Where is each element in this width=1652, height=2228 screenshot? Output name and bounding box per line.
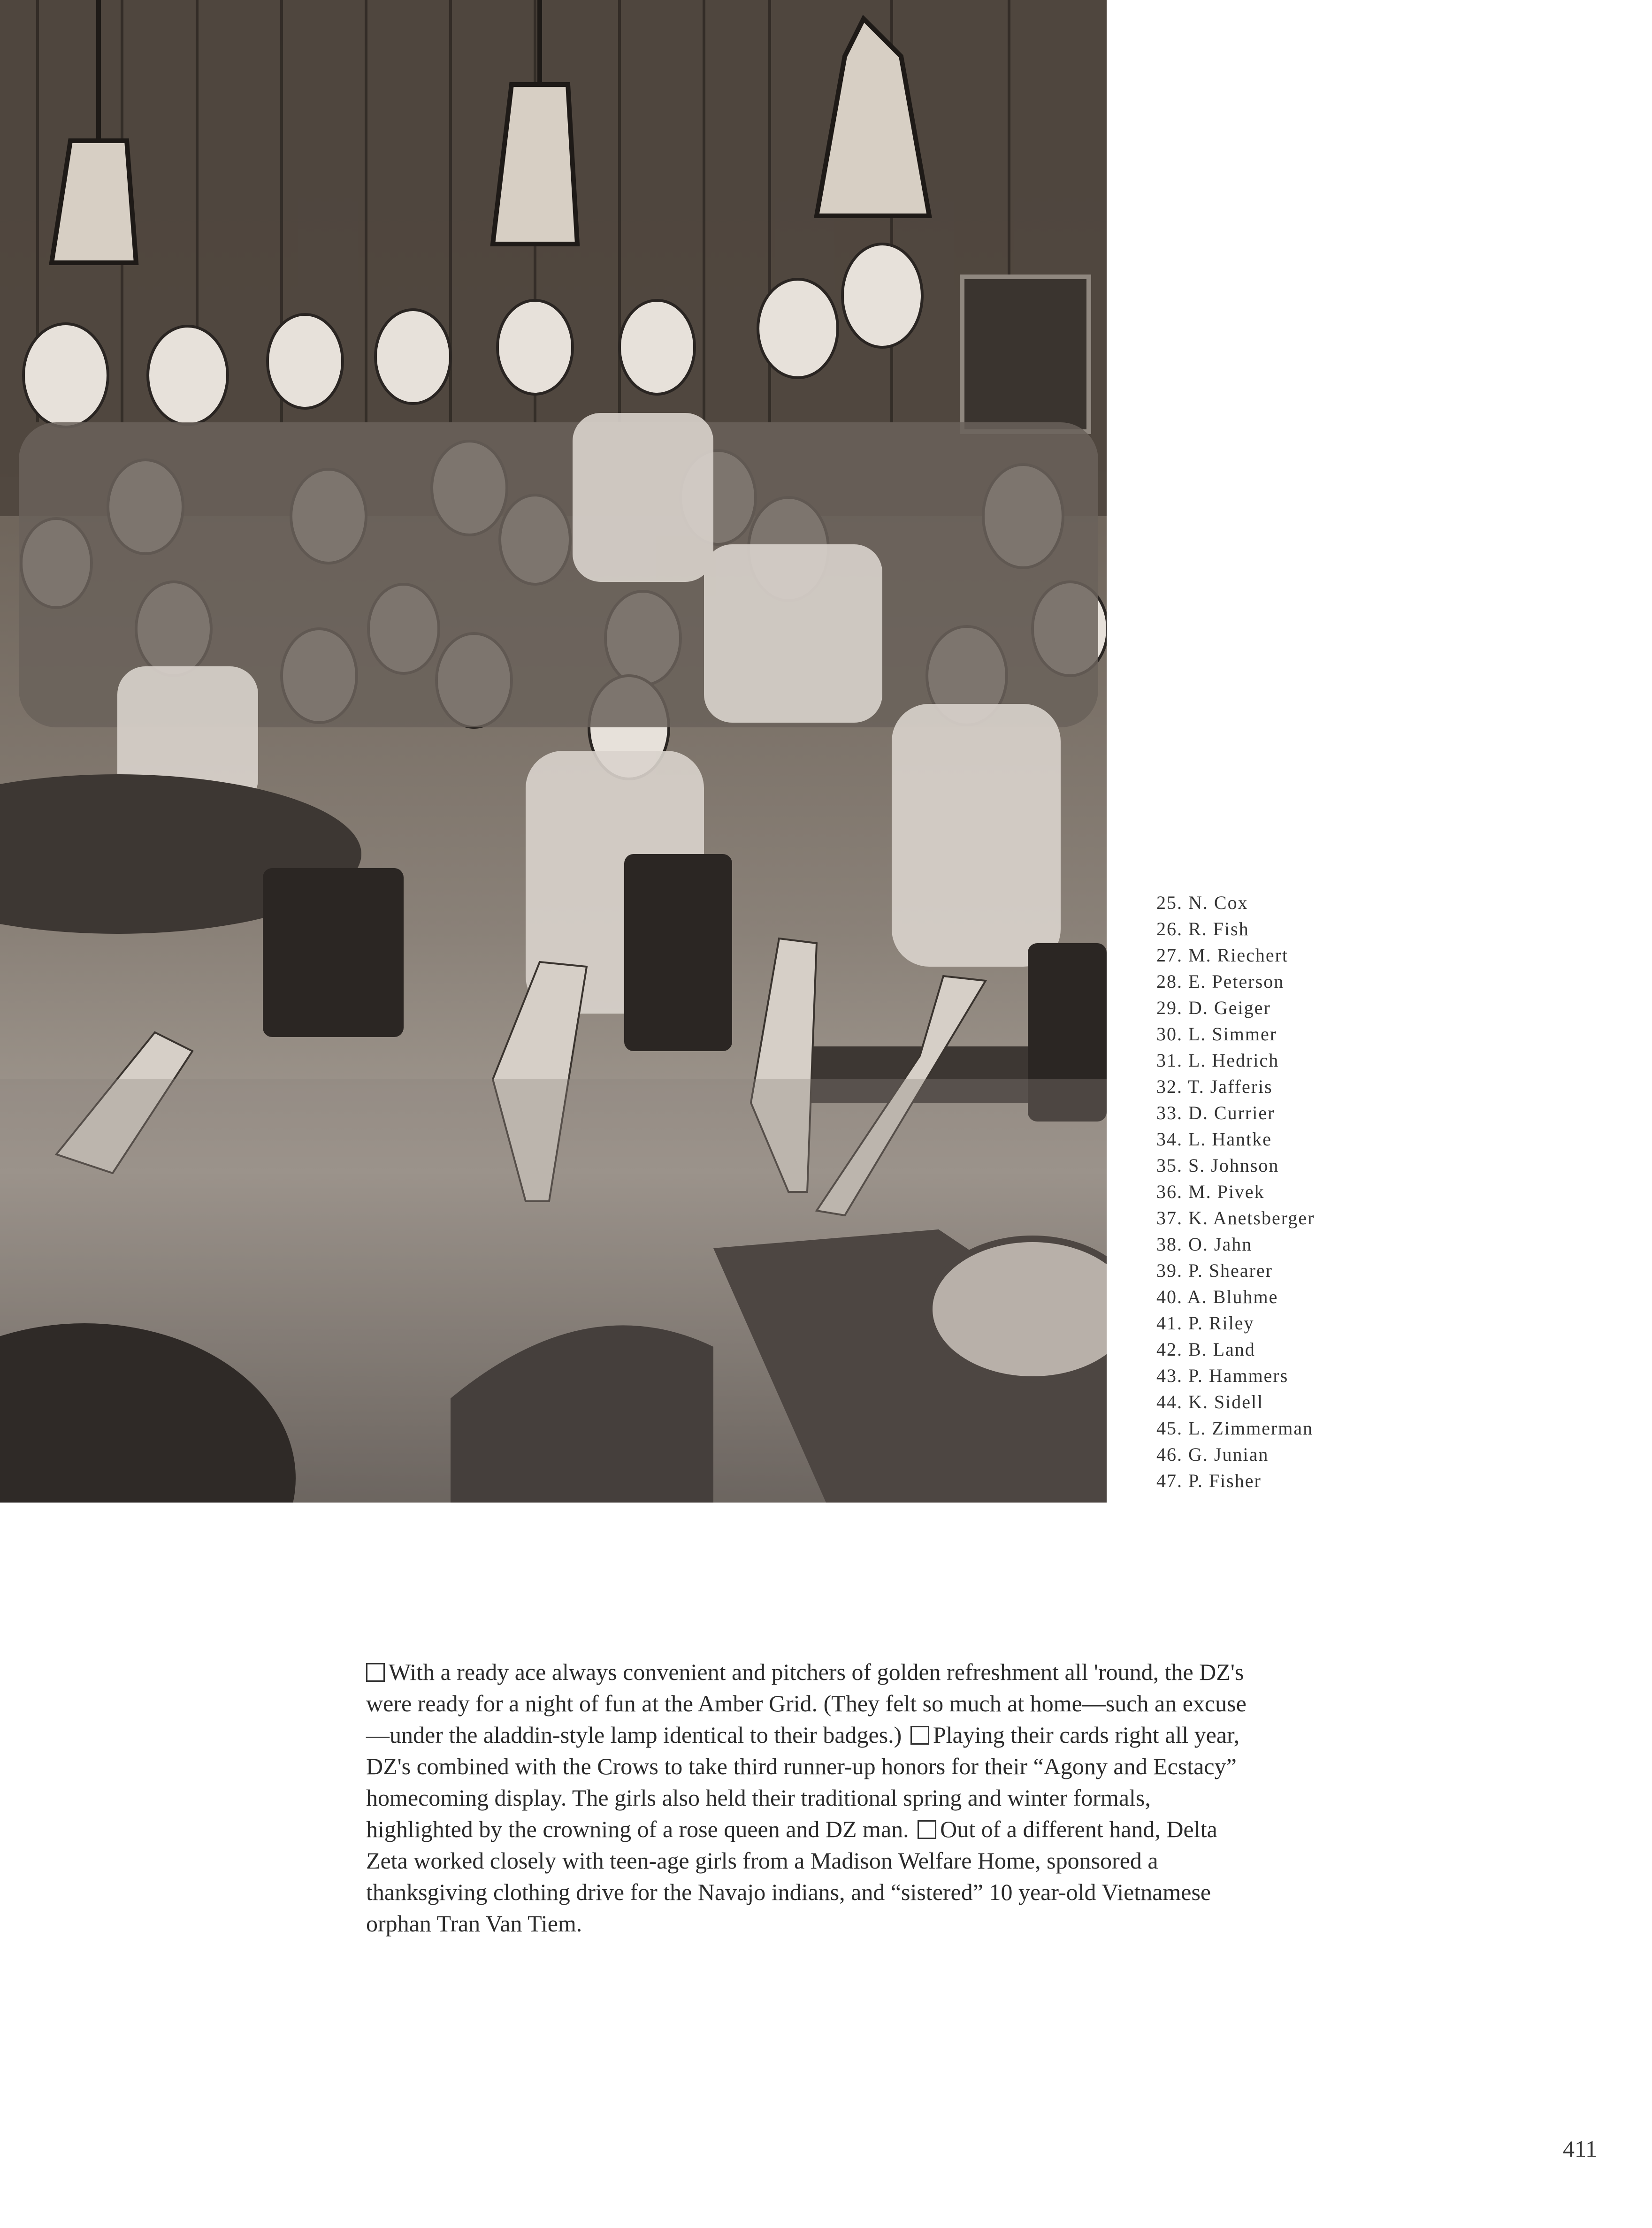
caption-paragraph [366, 1656, 1248, 1939]
list-item: 46. G. Junian [1156, 1444, 1269, 1465]
name-list [1156, 890, 1626, 1494]
list-item: 37. K. Anetsberger [1156, 1207, 1315, 1228]
list-item: 32. T. Jafferis [1156, 1076, 1273, 1097]
list-item: 42. B. Land [1156, 1339, 1255, 1360]
list-item: 27. M. Riechert [1156, 945, 1289, 966]
list-item: 28. E. Peterson [1156, 971, 1285, 992]
list-item: 25. N. Cox [1156, 892, 1248, 913]
list-item: 47. P. Fisher [1156, 1470, 1262, 1491]
group-photo [0, 0, 1107, 1503]
list-item: 39. P. Shearer [1156, 1260, 1273, 1281]
list-item: 45. L. Zimmerman [1156, 1418, 1314, 1439]
page-number: 411 [1563, 2136, 1598, 2162]
list-item: 41. P. Riley [1156, 1312, 1254, 1334]
list-item: 33. D. Currier [1156, 1102, 1275, 1123]
list-item: 43. P. Hammers [1156, 1365, 1289, 1386]
list-item: 26. R. Fish [1156, 918, 1249, 939]
square-bullet-icon [366, 1663, 385, 1682]
list-item: 36. M. Pivek [1156, 1181, 1265, 1202]
list-item: 35. S. Johnson [1156, 1155, 1279, 1176]
caption-part-3: Out of a different hand, Delta Zeta worked closely with teen-age girls from a Madison Welfare Home, sponsored a thanksgiving clothing drive for the Navajo indians, and “sistered” 10 year-old Vietnamese orphan Tran Van Tiem. [366, 1816, 1217, 1937]
caption-part-1: With a ready ace always convenient and pitchers of golden refreshment all 'round, the DZ's were ready for a night of fun at the Amber Grid. (They felt so much at home—such an excuse—under the aladdin-style lamp identical to their badges.) [366, 1659, 1247, 1748]
list-item: 44. K. Sidell [1156, 1391, 1264, 1412]
list-item: 38. O. Jahn [1156, 1234, 1253, 1255]
list-item: 30. L. Simmer [1156, 1023, 1277, 1045]
list-item: 31. L. Hedrich [1156, 1050, 1279, 1071]
list-item: 29. D. Geiger [1156, 997, 1271, 1018]
caption-part-2: Playing their cards right all year, DZ's combined with the Crows to take third runner-up honors for their “Agony and Ecstacy” homecoming display. The girls also held their traditional spring and winter formals, highlighted by the crowning of a rose queen and DZ man. [366, 1722, 1240, 1842]
square-bullet-icon [910, 1726, 929, 1745]
list-item: 40. A. Bluhme [1156, 1286, 1278, 1307]
square-bullet-icon [918, 1820, 936, 1839]
list-item: 34. L. Hantke [1156, 1129, 1272, 1150]
